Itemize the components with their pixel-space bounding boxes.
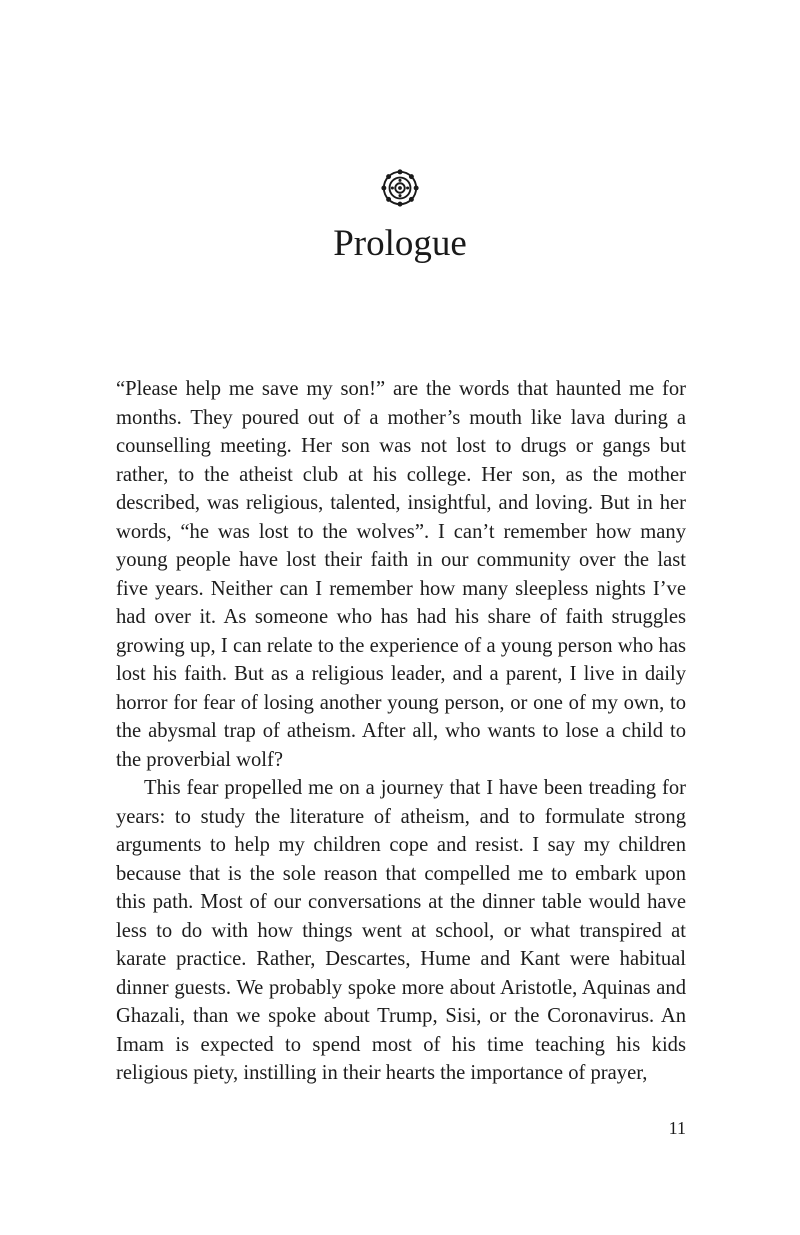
paragraph: “Please help me save my son!” are the words that haunted me for months. They poured out of a mother’s mouth like lava during a counselling meeting. Her son was not lost to drugs or gangs but rather, to the atheist club at his college. Her son, as the mother described, was religious, talented, insightful, and loving. But in her words, “he was lost to the wolves”. I can’t remember how many young people have lost their faith in our community over the last five years. Neither can I remember how many sleepless nights I’ve had over it. As someone who has had his share of faith struggles growing up, I can relate to the experience of a young person who has lost his faith. But as a religious leader, and a parent, I live in daily horror for fear of losing another young person, or one of my own, to the abysmal trap of atheism. After all, who wants to lose a child to the proverbial wolf?: [116, 378, 686, 771]
floral-rosette-icon: [381, 169, 419, 207]
page-number: 11: [668, 1118, 686, 1138]
chapter-title: Prologue: [333, 223, 467, 264]
paragraph: This fear propelled me on a journey that I have been treading for years: to study the literature of atheism, and to formulate strong arguments to help my children cope and resist. I say my children because that is the sole reason that compelled me to embark upon this path. Most of our conversations at the dinner table would have less to do with how things went at school, or what transpired at karate practice. Rather, Descartes, Hume and Kant were habitual dinner guests. We probably spoke more about Aristotle, Aquinas and Ghazali, than we spoke about Trump, Sisi, or the Coronavirus. An Imam is expected to spend most of his time teaching his kids religious piety, instilling in their hearts the importance of prayer,: [116, 777, 686, 1084]
body-text: [116, 375, 686, 1088]
